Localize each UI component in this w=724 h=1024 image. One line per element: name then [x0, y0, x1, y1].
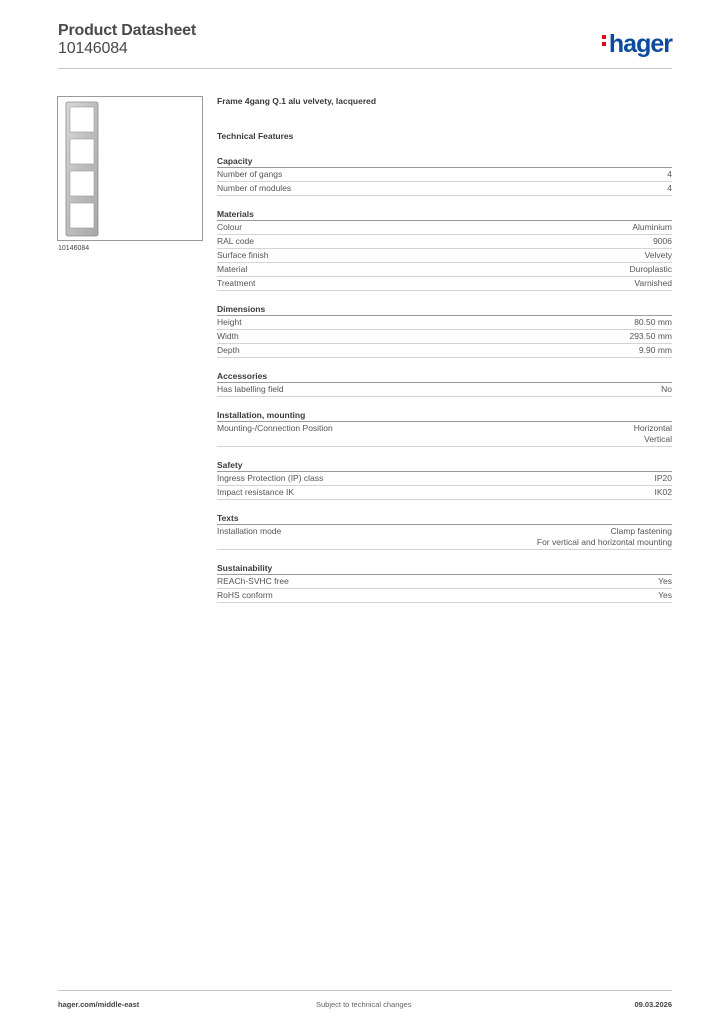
spec-row	[217, 168, 672, 182]
section-title: Accessories	[217, 370, 672, 383]
spec-value	[658, 576, 672, 587]
product-code: 10146084	[58, 40, 128, 57]
spec-label: Impact resistance IK	[217, 487, 295, 497]
section-title: Dimensions	[217, 303, 672, 316]
footer-notice: Subject to technical changes	[316, 1000, 412, 1009]
spec-value	[655, 487, 673, 498]
spec-value-line: 4	[667, 183, 672, 193]
spec-value	[661, 384, 672, 395]
spec-section	[217, 155, 672, 196]
spec-value-line: Aluminium	[632, 222, 672, 232]
spec-value-line: 9006	[653, 236, 672, 246]
logo-text: hager	[608, 30, 672, 58]
spec-section	[217, 459, 672, 500]
spec-value	[537, 526, 672, 548]
page-footer	[58, 990, 672, 1015]
spec-row	[217, 330, 672, 344]
spec-label: Has labelling field	[217, 384, 284, 394]
spec-value-line: Horizontal	[633, 423, 672, 433]
spec-section	[217, 409, 672, 447]
spec-section	[217, 303, 672, 358]
spec-label: Surface finish	[217, 250, 269, 260]
spec-value-line: 4	[667, 169, 672, 179]
spec-value-line: Clamp fastening	[610, 526, 672, 536]
section-title: Sustainability	[217, 562, 672, 575]
spec-value	[667, 183, 672, 194]
spec-value-line: Yes	[658, 590, 672, 600]
spec-value-line: Velvety	[644, 250, 672, 260]
spec-row	[217, 383, 672, 397]
spec-section	[217, 370, 672, 397]
spec-row	[217, 486, 672, 500]
spec-value	[634, 317, 672, 328]
product-image	[57, 96, 203, 241]
section-title: Texts	[217, 512, 672, 525]
spec-row	[217, 182, 672, 196]
spec-label: Treatment	[217, 278, 256, 288]
spec-label: Number of modules	[217, 183, 292, 193]
footer-website: hager.com/middle-east	[58, 1000, 140, 1009]
technical-features-heading: Technical Features	[217, 131, 294, 141]
page-title: Product Datasheet	[58, 22, 196, 39]
spec-value-line: 80.50 mm	[634, 317, 672, 327]
spec-label: Mounting-/Connection Position	[217, 423, 333, 433]
spec-value	[645, 250, 672, 261]
spec-value-line: IP20	[654, 473, 672, 483]
spec-value	[632, 222, 672, 233]
spec-value	[634, 278, 672, 289]
spec-value-line: Duroplastic	[629, 264, 672, 274]
spec-value-line: For vertical and horizontal mounting	[536, 537, 672, 547]
spec-value	[655, 473, 673, 484]
spec-section	[217, 208, 672, 291]
spec-value	[629, 264, 672, 275]
spec-row	[217, 316, 672, 330]
spec-row	[217, 221, 672, 235]
spec-value-line: 293.50 mm	[629, 331, 672, 341]
product-name: Frame 4gang Q.1 alu velvety, lacquered	[217, 96, 377, 106]
spec-label: Installation mode	[217, 526, 282, 536]
spec-row	[217, 575, 672, 589]
spec-label: Depth	[217, 345, 240, 355]
spec-row	[217, 472, 672, 486]
section-title: Materials	[217, 208, 672, 221]
image-caption: 10146084	[58, 245, 90, 252]
spec-value-line: 9.90 mm	[638, 345, 672, 355]
spec-value-line: Varnished	[634, 278, 672, 288]
spec-label: Width	[217, 331, 239, 341]
logo-colon-icon	[602, 32, 607, 49]
spec-row	[217, 263, 672, 277]
spec-sections	[217, 155, 672, 603]
spec-value-line: Yes	[658, 576, 672, 586]
section-title: Safety	[217, 459, 672, 472]
spec-label: Colour	[217, 222, 243, 232]
spec-value-line: Vertical	[644, 434, 672, 444]
spec-value-line: No	[661, 384, 672, 394]
spec-label: RAL code	[217, 236, 255, 246]
footer-date: 09.03.2026	[634, 1000, 672, 1009]
specs-content	[217, 95, 672, 603]
spec-label: REACh-SVHC free	[217, 576, 289, 586]
spec-row	[217, 589, 672, 603]
spec-label: Height	[217, 317, 242, 327]
spec-row	[217, 344, 672, 358]
spec-label: Ingress Protection (IP) class	[217, 473, 324, 483]
spec-label: Material	[217, 264, 248, 274]
spec-value	[667, 169, 672, 180]
spec-label: Number of gangs	[217, 169, 283, 179]
section-title: Installation, mounting	[217, 409, 672, 422]
spec-row	[217, 235, 672, 249]
spec-value	[639, 345, 672, 356]
spec-value	[629, 331, 672, 342]
spec-value-line: IK02	[654, 487, 672, 497]
hager-logo	[602, 30, 672, 59]
spec-row	[217, 249, 672, 263]
spec-label: RoHS conform	[217, 590, 273, 600]
spec-section	[217, 562, 672, 603]
spec-value	[653, 236, 672, 247]
spec-row	[217, 525, 672, 550]
page-header	[58, 22, 672, 69]
spec-section	[217, 512, 672, 550]
spec-value	[634, 423, 672, 445]
spec-row	[217, 422, 672, 447]
spec-row	[217, 277, 672, 291]
spec-value	[658, 590, 672, 601]
section-title: Capacity	[217, 155, 672, 168]
